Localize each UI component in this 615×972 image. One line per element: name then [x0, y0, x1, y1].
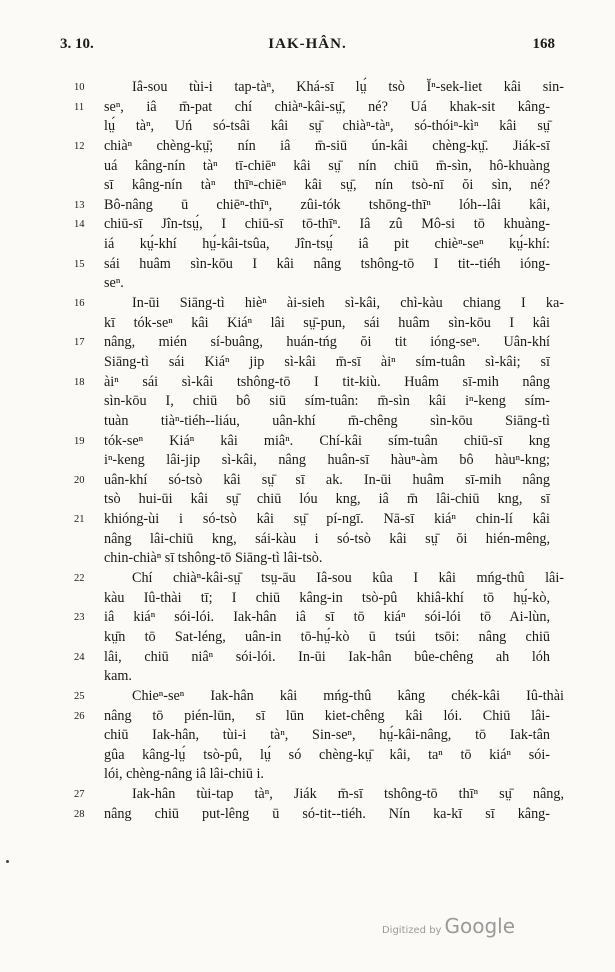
text-line [104, 392, 550, 412]
verse-number: 21 [74, 514, 85, 526]
line-text: lâi, chiū niâⁿ sói-lói. In-ūi Iak-hân bûe-chêng ah lóh [104, 648, 550, 665]
text-line [74, 294, 564, 314]
line-text: àiⁿ sái sì-kâi tshông-tō I tit-kiù. Huâm sī-mih nâng [104, 373, 550, 390]
text-line [74, 648, 550, 668]
verse-number: 24 [74, 651, 85, 663]
text-line [74, 687, 564, 707]
line-text: chiū-sī Jîn-tsṳ́, I chiū-sī tō-thīⁿ. Iâ zû Mô-si tō khuàng- [104, 216, 550, 233]
text-line [104, 314, 550, 334]
line-text: khióng-ùi i só-tsò kâi sṳ̄ pí-ngī. Nā-sī kiáⁿ chin-lí kâi [104, 511, 550, 528]
text-line [74, 510, 550, 530]
text-line [74, 373, 550, 393]
line-text: chiū Iak-hân, tùi-i tàⁿ, Sin-seⁿ, hṳ́-kâi-nâng, tō Iak-tân [104, 727, 550, 744]
text-line [104, 490, 550, 510]
line-text: In-ūi Siāng-tì hièⁿ ài-sieh sì-kâi, chì-kàu chiang I ka- [132, 295, 564, 312]
text-line [104, 726, 550, 746]
text-line [74, 215, 550, 235]
verse-number: 15 [74, 258, 85, 270]
text-line [104, 412, 550, 432]
line-text: lṳ́ tàⁿ, Uń só-tsâi kâi sṳ̄ chiàⁿ-tàⁿ, só-thóiⁿ-kìⁿ kâi sṳ̄ [104, 118, 550, 135]
text-line [74, 432, 550, 452]
line-text: Chí chiàⁿ-kâi-sṳ̄ tsṳ-āu Iâ-sou kûa I kâi mńg-thû lâi- [132, 570, 564, 587]
line-text: nâng chiū put-lêng ū só-tit--tiéh. Nín ka-kī sī kâng- [104, 805, 550, 822]
verse-number: 18 [74, 376, 85, 388]
text-line [74, 707, 550, 727]
verse-number: 13 [74, 199, 85, 211]
text-line [74, 333, 550, 353]
line-text: nâng lâi-chiū kng, sái-kàu i só-tsò kâi sṳ̄ ŏi hién-mêng, [104, 530, 550, 547]
line-text: seⁿ. [104, 275, 124, 292]
text-line [104, 667, 550, 687]
text-line [104, 765, 550, 785]
verse-number: 11 [74, 101, 85, 113]
verse-number: 28 [74, 808, 85, 820]
verse-number: 26 [74, 710, 85, 722]
text-line [74, 805, 550, 825]
text-line [104, 274, 550, 294]
verse-number: 25 [74, 690, 85, 702]
line-text: Bô-nâng ū chiēⁿ-thīⁿ, zûi-tók tshōng-thīⁿ lóh--lâi kâi, [104, 196, 550, 213]
text-line [104, 157, 550, 177]
line-text: Siāng-tì sái Kiáⁿ jip sì-kâi m̄-sī àiⁿ sím-tuân sì-kâi; sī [104, 353, 550, 370]
digitized-watermark [382, 914, 515, 938]
verse-number: 27 [74, 789, 85, 801]
google-logo: Google [444, 914, 515, 938]
line-text: tók-seⁿ Kiáⁿ kâi miâⁿ. Chí-kâi sím-tuân chiū-sī kng [104, 432, 550, 449]
line-text: kàu Iû-thài tī; I chiū kâng-in tsò-pû khiâ-khí tō hṳ́-kò, [104, 589, 550, 606]
text-line [104, 235, 550, 255]
text-line [74, 78, 564, 98]
running-title: IAK-HÂN. [268, 36, 347, 52]
line-text: sái huâm sìn-kōu I kâi nâng tshông-tō I tit--tiéh ióng- [104, 255, 550, 272]
line-text: uá kâng-nín tàⁿ tī-chiēⁿ kâi sṳ̄ nín chiū m̄-sìn, hô-khuàng [104, 157, 550, 174]
verse-number: 10 [74, 82, 85, 93]
body-text [74, 78, 564, 824]
verse-number: 12 [74, 140, 85, 152]
text-line [104, 628, 550, 648]
text-line [104, 746, 550, 766]
line-text: tsò hui-ūi kâi sṳ̄ chiū lóu kng, iâ m̄ lâi-chiū kng, sī [104, 491, 550, 508]
verse-number: 19 [74, 435, 85, 447]
text-line [104, 353, 550, 373]
line-text: sī kâng-nín tàⁿ thīⁿ-chiēⁿ kâi sṳ̄, nín tsò-nī ŏi sìn, né? [104, 177, 550, 194]
text-line [74, 196, 550, 216]
page-number: 168 [532, 36, 555, 52]
line-text: nâng, mién sí-buâng, huán-tńg ŏi tit ióng-seⁿ. Uân-khí [104, 334, 550, 351]
line-text: gûa kâng-lṳ́ tsò-pû, lṳ́ só chèng-kṳ̄ kâi, taⁿ tō kiáⁿ sói- [104, 746, 550, 763]
text-line [104, 549, 550, 569]
verse-number: 23 [74, 612, 85, 624]
text-line [74, 785, 564, 805]
line-text: seⁿ, iâ m̄-pat chí chiàⁿ-kâi-sṳ̄, né? Uá khak-sit kâng- [104, 98, 550, 115]
text-line [104, 117, 550, 137]
text-line [74, 569, 564, 589]
text-line [74, 471, 550, 491]
digitized-label: Digitized by [381, 925, 442, 936]
text-line [104, 530, 550, 550]
line-text: Chieⁿ-seⁿ Iak-hân kâi mńg-thû kâng chék-kâi Iû-thài [132, 687, 564, 704]
line-text: kī tók-seⁿ kâi Kiáⁿ lâi sṳ̄-pun, sái huâm sìn-kōu I kâi [104, 314, 550, 331]
line-text: iⁿ-keng lâi-jip sì-kâi, nâng huân-sī hàuⁿ-àm bô hàuⁿ-kng; [104, 452, 550, 469]
chapter-ref: 3. 10. [60, 36, 94, 52]
line-text: chin-chiàⁿ sī tshông-tō Siāng-tì lâi-tsò. [104, 550, 323, 567]
text-line [104, 176, 550, 196]
line-text: kṳ̄n tō Sat-léng, uân-in tō-hṳ́-kò ū tsúi tsōi: nâng chiū [104, 628, 550, 645]
text-line [74, 98, 550, 118]
line-text: chiàⁿ chèng-kṳ̄; nín iâ m̄-siū ún-kâi chèng-kṳ̄. Jiák-sī [104, 137, 550, 154]
page-header [60, 36, 555, 60]
line-text: sìn-kōu I, chiū bô siū sím-tuân: m̄-sìn kâi iⁿ-keng sím- [104, 393, 550, 410]
text-line [104, 589, 550, 609]
line-text: lói, chèng-nâng iâ lâi-chiū i. [104, 766, 264, 783]
margin-speck [6, 860, 9, 863]
line-text: iâ kiáⁿ sói-lói. Iak-hân iâ sī tō kiáⁿ sói-lói tō Ai-lùn, [104, 609, 550, 626]
text-line [74, 255, 550, 275]
line-text: uân-khí só-tsò kâi sṳ̄ sī ak. In-ūi huâm sī-mih nâng [104, 471, 550, 488]
verse-number: 17 [74, 337, 85, 349]
line-text: iá kṳ́-khí hṳ́-kâi-tsûa, Jîn-tsṳ́ iâ pit chièⁿ-seⁿ kṳ́-khí: [104, 236, 550, 253]
line-text: tuàn tiàⁿ-tiéh--liáu, uân-khí m̄-chêng sìn-kōu Siāng-tì [104, 412, 550, 429]
line-text: nâng tō pién-lūn, sī lūn kiet-chêng kâi lói. Chiū lâi- [104, 707, 550, 724]
line-text: Iâ-sou tùi-i tap-tàⁿ, Khá-sī lṳ́ tsò Ĭⁿ-sek-liet kâi sin- [132, 79, 564, 95]
text-line [74, 137, 550, 157]
verse-number: 20 [74, 474, 85, 486]
line-text: kam. [104, 668, 132, 685]
verse-number: 14 [74, 219, 85, 231]
text-line [104, 451, 550, 471]
text-line [74, 608, 550, 628]
verse-number: 22 [74, 573, 85, 585]
verse-number: 16 [74, 298, 85, 310]
line-text: Iak-hân tùi-tap tàⁿ, Jiák m̄-sī tshông-tō thīⁿ sṳ̄ nâng, [132, 786, 564, 803]
